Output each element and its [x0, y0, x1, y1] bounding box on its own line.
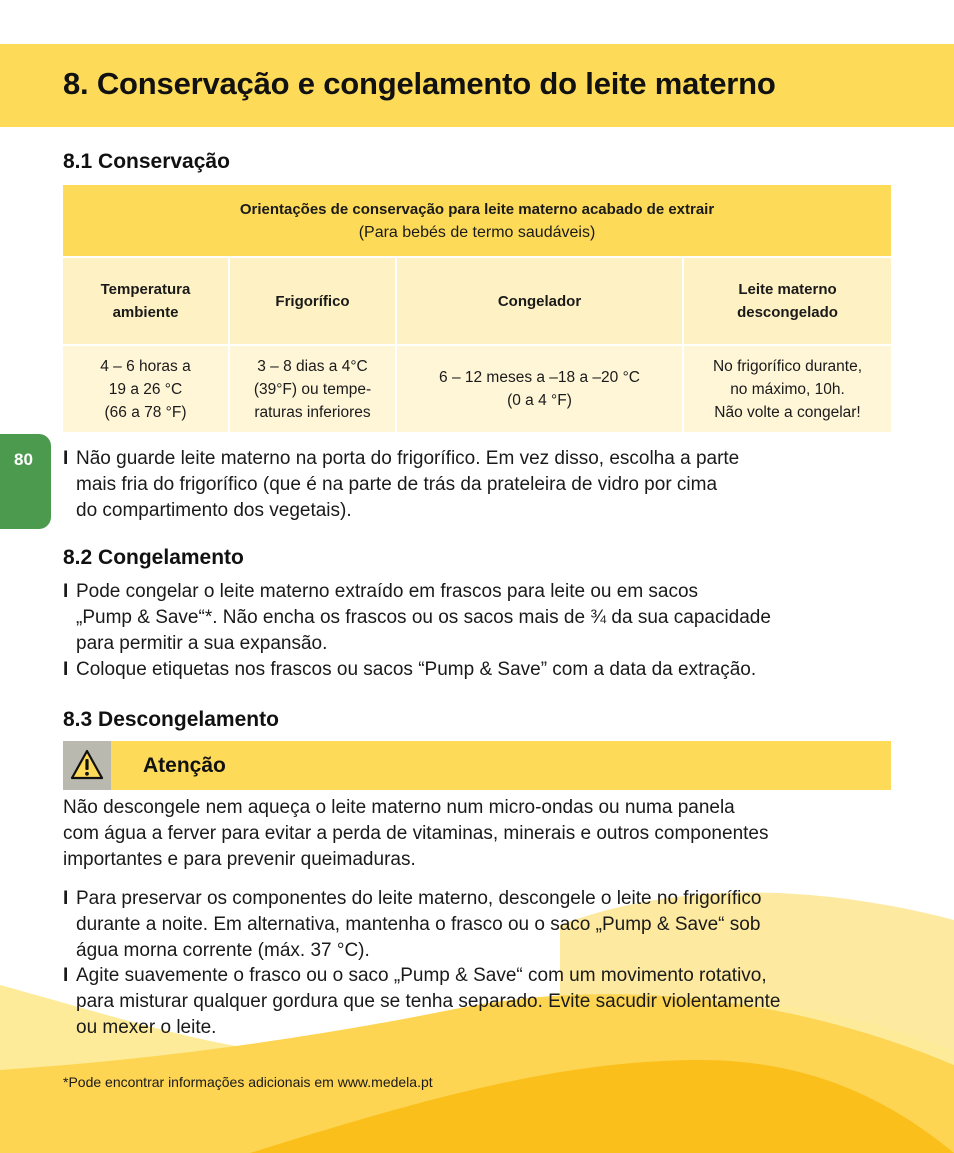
title-band	[0, 44, 954, 127]
table-header-cell	[63, 258, 228, 344]
list-item-text: Coloque etiquetas nos frascos ou sacos “Pump & Save” com a data da extração.	[76, 659, 757, 680]
header-room-temperature: Temperatura ambiente	[100, 281, 191, 321]
value-freezer: 6 – 12 meses a –18 a –20 °C (0 a 4 °F)	[439, 369, 640, 409]
page-number-tab	[0, 434, 51, 529]
list-item-text: Agite suavemente o frasco ou o saco „Pump & Save“ com um movimento rotativo, para misturar qualquer gordura que se tenha separado. Evite sacudir violentamente ou mexer o leite.	[76, 965, 781, 1038]
list-item-text: Não guarde leite materno na porta do frigorífico. Em vez disso, escolha a parte mais fria do frigorífico (que é na parte de trás da prateleira de vidro por cima do compartimento dos vegetais).	[76, 448, 740, 521]
list-item	[63, 446, 893, 524]
list-item-text: Para preservar os componentes do leite materno, descongele o leite no frigorífico durante a noite. Em alternativa, mantenha o frasco ou o saco „Pump & Save“ sob água morna corrente (máx. 37 °C).	[76, 888, 762, 961]
table-caption	[63, 185, 891, 256]
bullet-mark: I	[63, 965, 69, 986]
bullet-mark: I	[63, 888, 69, 909]
warning-icon-box	[63, 741, 111, 790]
header-thawed-milk: Leite materno descongelado	[737, 281, 838, 321]
table-caption-title: Orientações de conservação para leite materno acabado de extrair	[239, 201, 715, 218]
table-cell	[684, 346, 891, 432]
value-room-temperature: 4 – 6 horas a 19 a 26 °C (66 a 78 °F)	[100, 357, 191, 421]
table-cell	[63, 346, 228, 432]
warning-text	[63, 795, 893, 873]
table-header-cell	[397, 258, 682, 344]
table-cell	[230, 346, 395, 432]
table-header-cell	[684, 258, 891, 344]
storage-guidelines-table	[63, 185, 891, 432]
header-fridge: Frigorífico	[275, 292, 350, 310]
page-title: 8. Conservação e congelamento do leite materno	[63, 66, 776, 101]
table-caption-subtitle: (Para bebés de termo saudáveis)	[358, 224, 596, 241]
warning-banner	[63, 741, 891, 790]
section-heading-congelamento: 8.2 Congelamento	[63, 546, 244, 569]
page-number: 80	[14, 450, 33, 469]
list-item	[63, 657, 893, 683]
header-freezer: Congelador	[497, 292, 582, 310]
value-thawed-milk: No frigorífico durante, no máximo, 10h. Não volte a congelar!	[712, 357, 863, 421]
list-item	[63, 579, 893, 657]
list-item	[63, 963, 893, 1041]
warning-label: Atenção	[143, 754, 226, 777]
bullet-mark: I	[63, 448, 69, 469]
value-fridge: 3 – 8 dias a 4°C (39°F) ou tempe- raturas inferiores	[253, 357, 372, 421]
bullet-mark: I	[63, 659, 69, 680]
bullet-mark: I	[63, 581, 69, 602]
footnote: *Pode encontrar informações adicionais em www.medela.pt	[63, 1074, 433, 1090]
section-heading-conservacao: 8.1 Conservação	[63, 150, 230, 173]
warning-text-body: Não descongele nem aqueça o leite materno num micro-ondas ou numa panela com água a ferver para evitar a perda de vitaminas, minerais e outros componentes importantes e para prevenir queimaduras.	[63, 797, 769, 870]
warning-triangle-icon	[70, 749, 104, 781]
table-cell	[397, 346, 682, 432]
table-header-cell	[230, 258, 395, 344]
list-item-text: Pode congelar o leite materno extraído em frascos para leite ou em sacos „Pump & Save“*. Não encha os frascos ou os sacos mais de ¾ da sua capacidade para permitir a sua expansão.	[76, 581, 771, 654]
section-heading-descongelamento: 8.3 Descongelamento	[63, 708, 279, 731]
list-item	[63, 886, 893, 964]
